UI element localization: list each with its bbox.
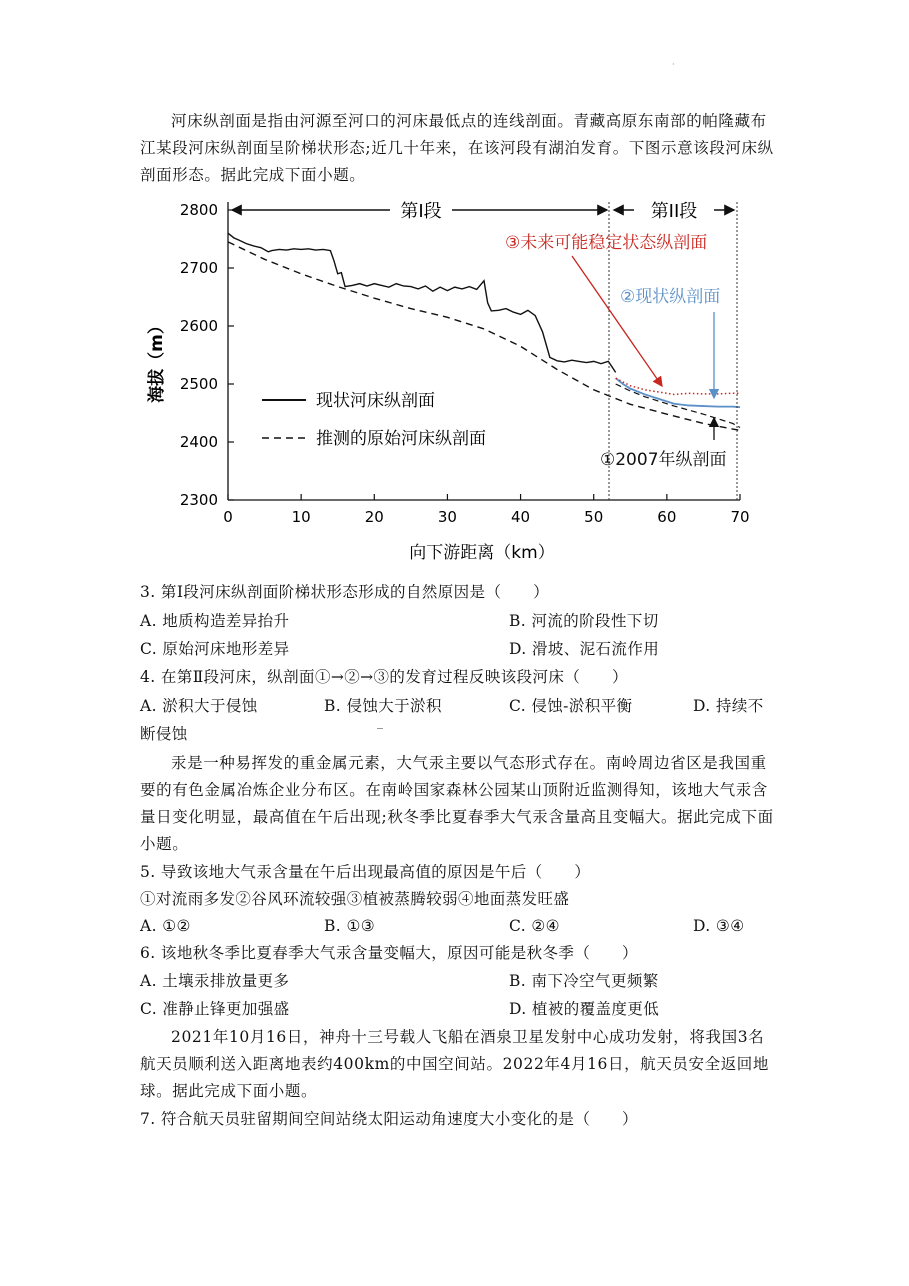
q7-stem: 7. 符合航天员驻留期间空间站绕太阳运动角速度大小变化的是（ ） [140, 1110, 638, 1128]
q3-stem: 3. 第Ⅰ段河床纵剖面阶梯状形态形成的自然原因是（ ） [140, 583, 550, 601]
y-tick-label: 2300 [179, 491, 218, 509]
future-profile-arrow [572, 256, 662, 386]
x-tick-label: 40 [511, 508, 531, 526]
intro-paragraph-1: 河床纵剖面是指由河源至河口的河床最低点的连线剖面。青藏高原东南部的帕隆藏布江某段河床纵剖面呈阶梯状形态;近几十年来，在该河段有湖泊发育。下图示意该段河床纵剖面形态。据此完成下面小题。 [140, 112, 774, 184]
legend-dashed-label: 推测的原始河床纵剖面 [316, 429, 486, 449]
river-profile-chart [140, 190, 770, 570]
y-axis-title: 海拔（m） [147, 317, 167, 403]
current-profile-label: ②现状纵剖面 [620, 287, 721, 307]
y-tick-label: 2800 [179, 201, 218, 219]
q4-option-c[interactable]: C. 侵蚀-淤积平衡 [509, 697, 633, 715]
x-tick-label: 0 [223, 508, 233, 526]
q5-stem: 5. 导致该地大气汞含量在午后出现最高值的原因是午后（ ） [140, 863, 591, 881]
section1-label: 第I段 [400, 201, 442, 222]
q6-option-d[interactable]: D. 植被的覆盖度更低 [509, 1000, 660, 1018]
chart-svg [140, 190, 770, 570]
q4-option-b[interactable]: B. 侵蚀大于淤积 [324, 697, 442, 715]
future-profile-label: ③未来可能稳定状态纵剖面 [505, 233, 708, 253]
stray-mark [377, 728, 383, 729]
x-tick-label: 20 [364, 508, 384, 526]
q6-option-c[interactable]: C. 准静止锋更加强盛 [140, 1000, 290, 1018]
q3-option-d[interactable]: D. 滑坡、泥石流作用 [509, 640, 660, 658]
x-tick-label: 70 [730, 508, 750, 526]
q5-option-c[interactable]: C. ②④ [509, 917, 560, 935]
series-current-riverbed [228, 233, 616, 372]
x-tick-label: 60 [657, 508, 677, 526]
x-tick-label: 50 [584, 508, 604, 526]
q6-option-a[interactable]: A. 土壤汞排放量更多 [140, 972, 290, 990]
q4-option-d-continued: 断侵蚀 [140, 725, 188, 743]
q3-option-a[interactable]: A. 地质构造差异抬升 [140, 612, 290, 630]
q5-option-b[interactable]: B. ①③ [324, 917, 376, 935]
q4-option-a[interactable]: A. 淤积大于侵蚀 [140, 697, 258, 715]
q4-option-d[interactable]: D. 持续不 [693, 697, 764, 715]
intro-paragraph-3: 2021年10月16日，神舟十三号载人飞船在酒泉卫星发射中心成功发射，将我国3名航天员顺利送入距离地表约400km的中国空间站。2022年4月16日，航天员安全返回地球。据此完成下面小题。 [140, 1028, 770, 1100]
q5-items: ①对流雨多发②谷风环流较强③植被蒸腾较弱④地面蒸发旺盛 [140, 890, 570, 908]
q6-stem: 6. 该地秋冬季比夏春季大气汞含量变幅大，原因可能是秋冬季（ ） [140, 944, 638, 962]
q3-option-c[interactable]: C. 原始河床地形差异 [140, 640, 290, 658]
x-tick-label: 30 [437, 508, 457, 526]
x-axis-title: 向下游距离（km） [409, 543, 555, 563]
y-tick-label: 2400 [179, 433, 218, 451]
q6-option-b[interactable]: B. 南下冷空气更频繁 [509, 972, 659, 990]
corner-dot: · [672, 60, 675, 69]
q4-stem: 4. 在第Ⅱ段河床，纵剖面①→②→③的发育过程反映该段河床（ ） [140, 668, 628, 686]
q3-option-b[interactable]: B. 河流的阶段性下切 [509, 612, 659, 630]
q5-option-a[interactable]: A. ①② [140, 917, 191, 935]
y-tick-label: 2500 [179, 375, 218, 393]
y-tick-label: 2700 [179, 259, 218, 277]
section2-label: 第II段 [650, 201, 698, 222]
legend-solid-label: 现状河床纵剖面 [316, 391, 435, 411]
intro-paragraph-2: 汞是一种易挥发的重金属元素，大气汞主要以气态形式存在。南岭周边省区是我国重要的有色金属冶炼企业分布区。在南岭国家森林公园某山顶附近监测得知，该地大气汞含量日变化明显，最高值在午后出现;秋冬季比夏春季大气汞含量高且变幅大。据此完成下面小题。 [140, 754, 774, 853]
y-tick-label: 2600 [179, 317, 218, 335]
y2007-profile-label: ①2007年纵剖面 [600, 450, 727, 470]
x-tick-label: 10 [291, 508, 311, 526]
q5-option-d[interactable]: D. ③④ [693, 917, 745, 935]
